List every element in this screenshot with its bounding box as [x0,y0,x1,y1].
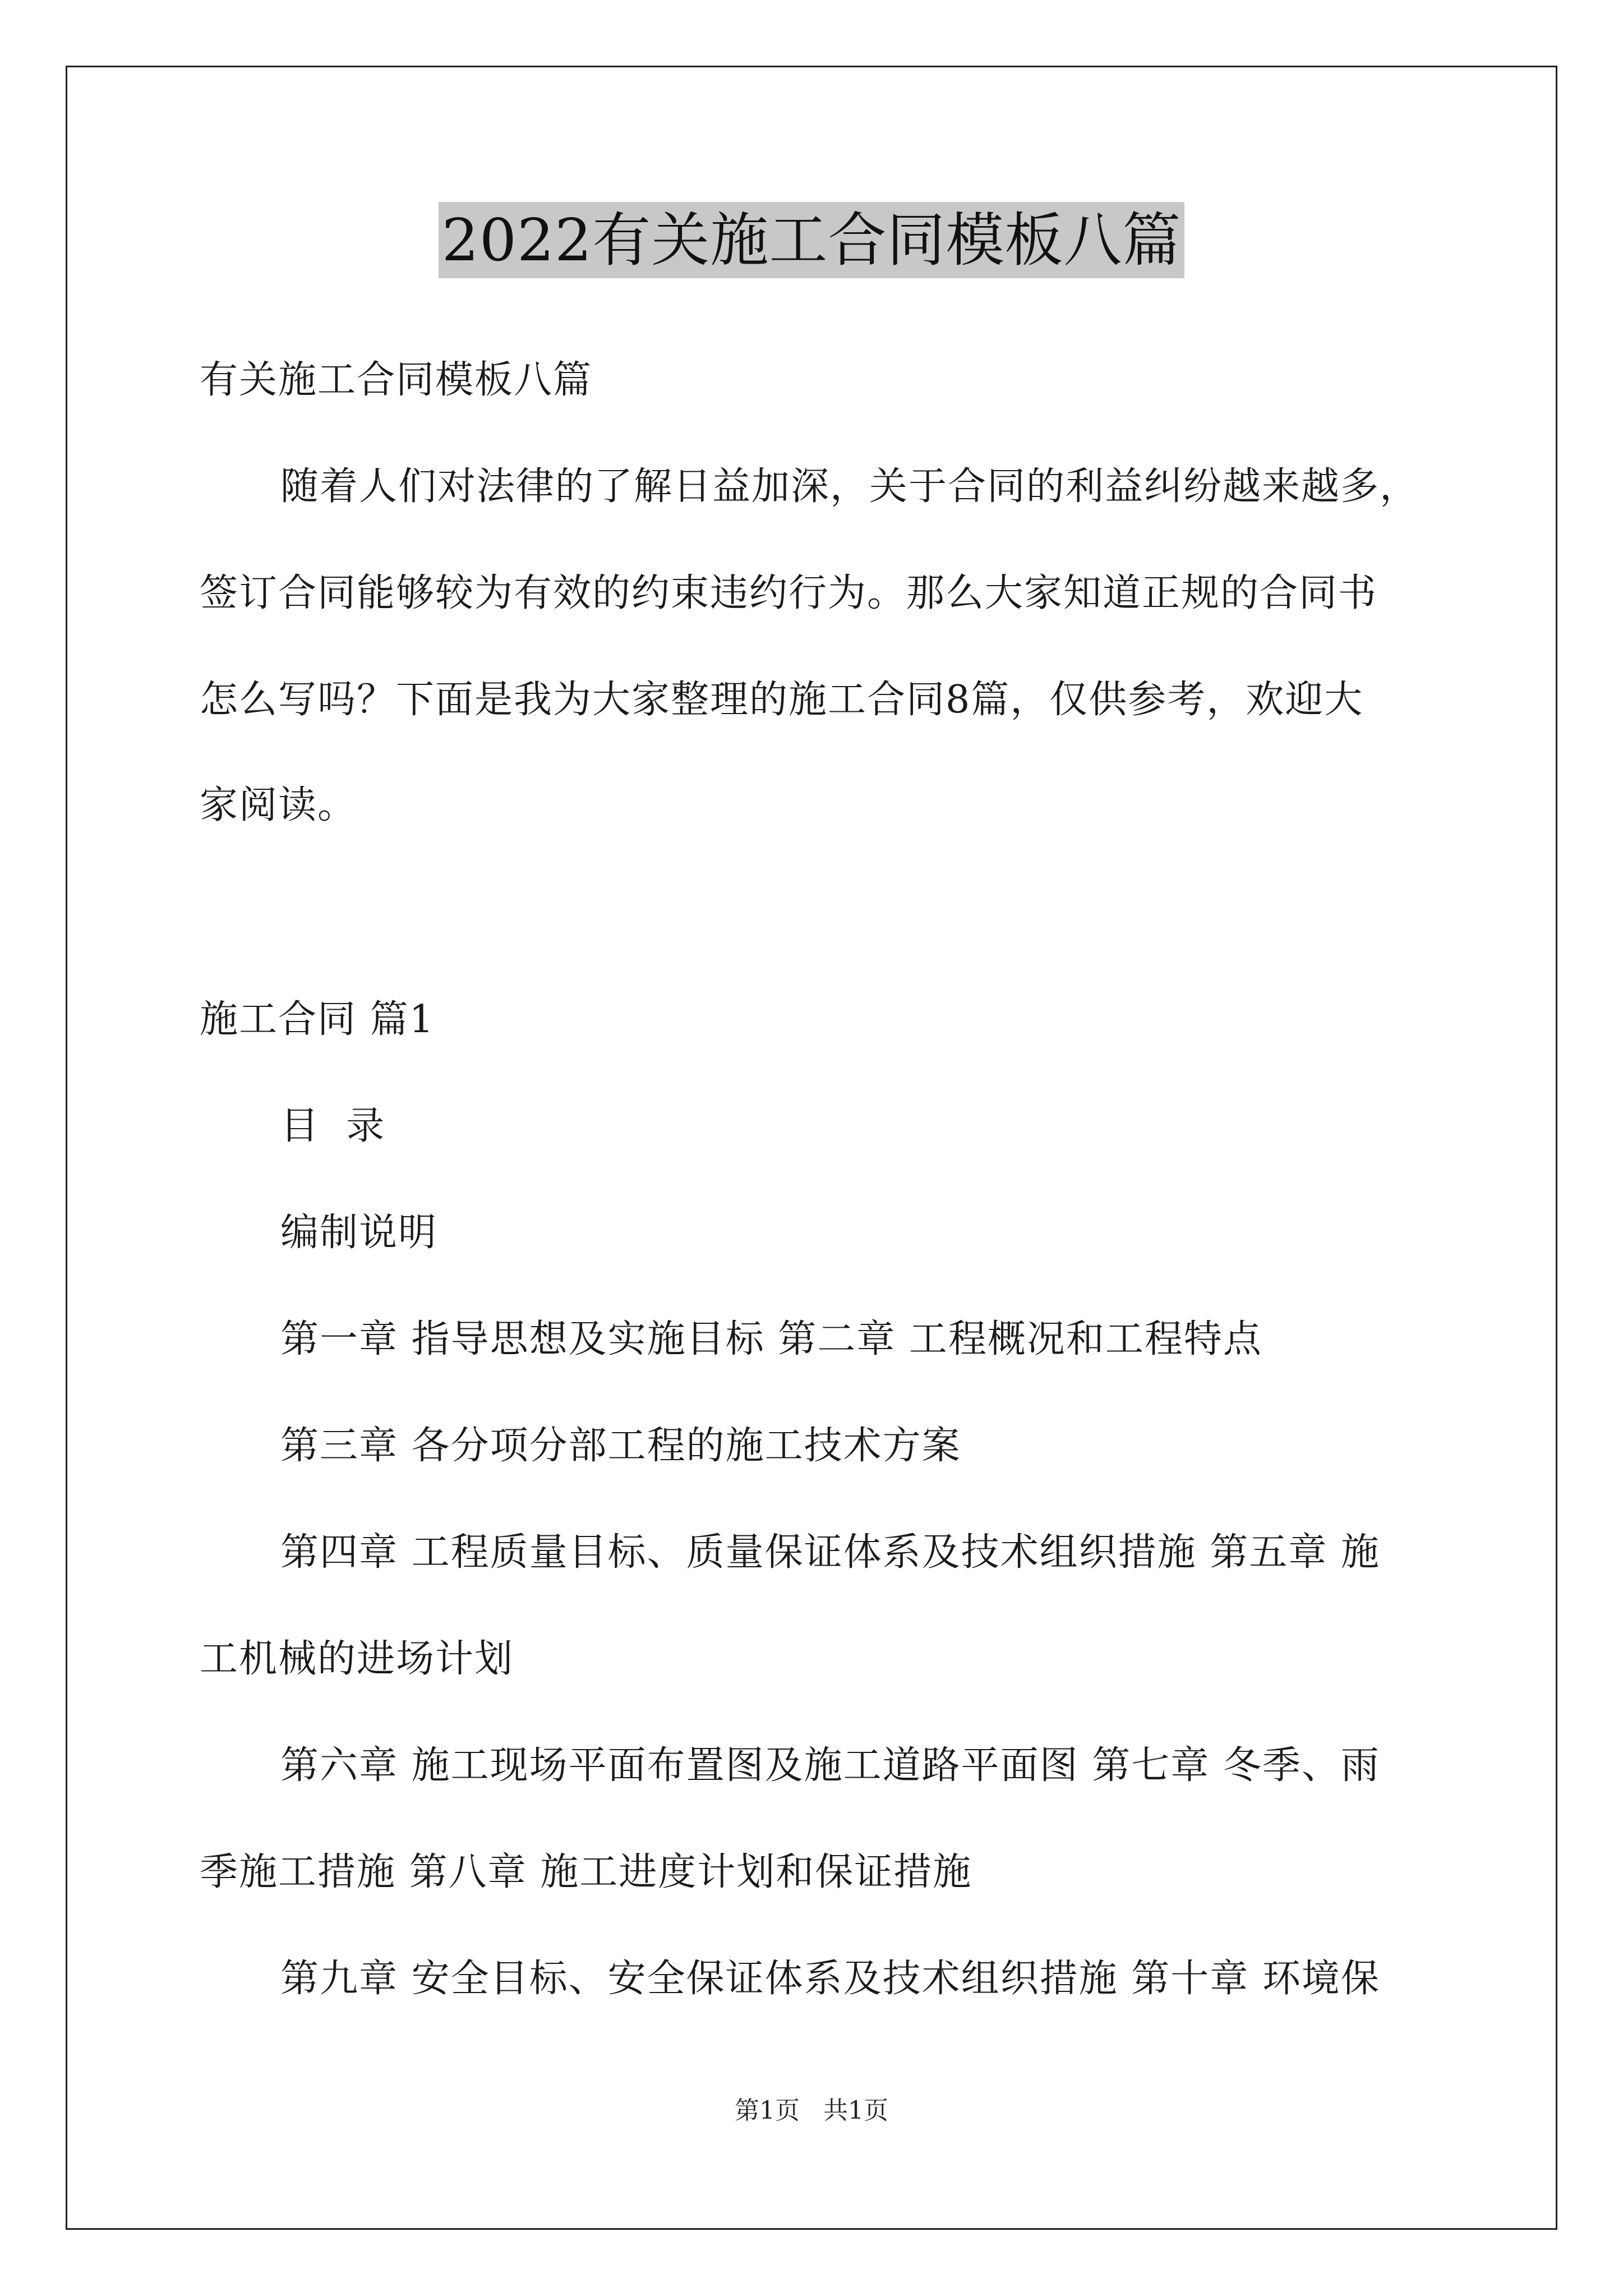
toc-line: 第六章 施工现场平面布置图及施工道路平面图 第七章 冬季、雨 [280,1743,1380,1788]
intro-line: 签订合同能够较为有效的约束违约行为。那么大家知道正规的合同书 [200,571,1378,615]
document-title: 2022有关施工合同模板八篇 [439,202,1185,278]
page-footer [0,2095,1623,2127]
document-subtitle: 有关施工合同模板八篇 [200,358,593,402]
toc-line: 工机械的进场计划 [200,1637,514,1681]
toc-line: 季施工措施 第八章 施工进度计划和保证措施 [200,1850,972,1894]
toc-line: 编制说明 [280,1211,438,1255]
toc-line: 第一章 指导思想及实施目标 第二章 工程概况和工程特点 [280,1317,1262,1361]
page-number-total: 共1页 [823,2096,888,2125]
intro-line: 随着人们对法律的了解日益加深，关于合同的利益纠纷越来越多， [280,464,1419,509]
toc-line: 第三章 各分项分部工程的施工技术方案 [280,1424,961,1468]
intro-line: 家阅读。 [200,783,357,827]
toc-line: 第九章 安全目标、安全保证体系及技术组织措施 第十章 环境保 [280,1957,1380,2001]
title-container [0,202,1623,278]
section-heading: 施工合同 篇1 [200,997,435,1042]
toc-heading: 目 录 [280,1104,386,1148]
page-number-current: 第1页 [735,2096,800,2125]
toc-line: 第四章 工程质量目标、质量保证体系及技术组织措施 第五章 施 [280,1530,1380,1575]
intro-line: 怎么写吗？下面是我为大家整理的施工合同8篇，仅供参考，欢迎大 [200,678,1364,722]
